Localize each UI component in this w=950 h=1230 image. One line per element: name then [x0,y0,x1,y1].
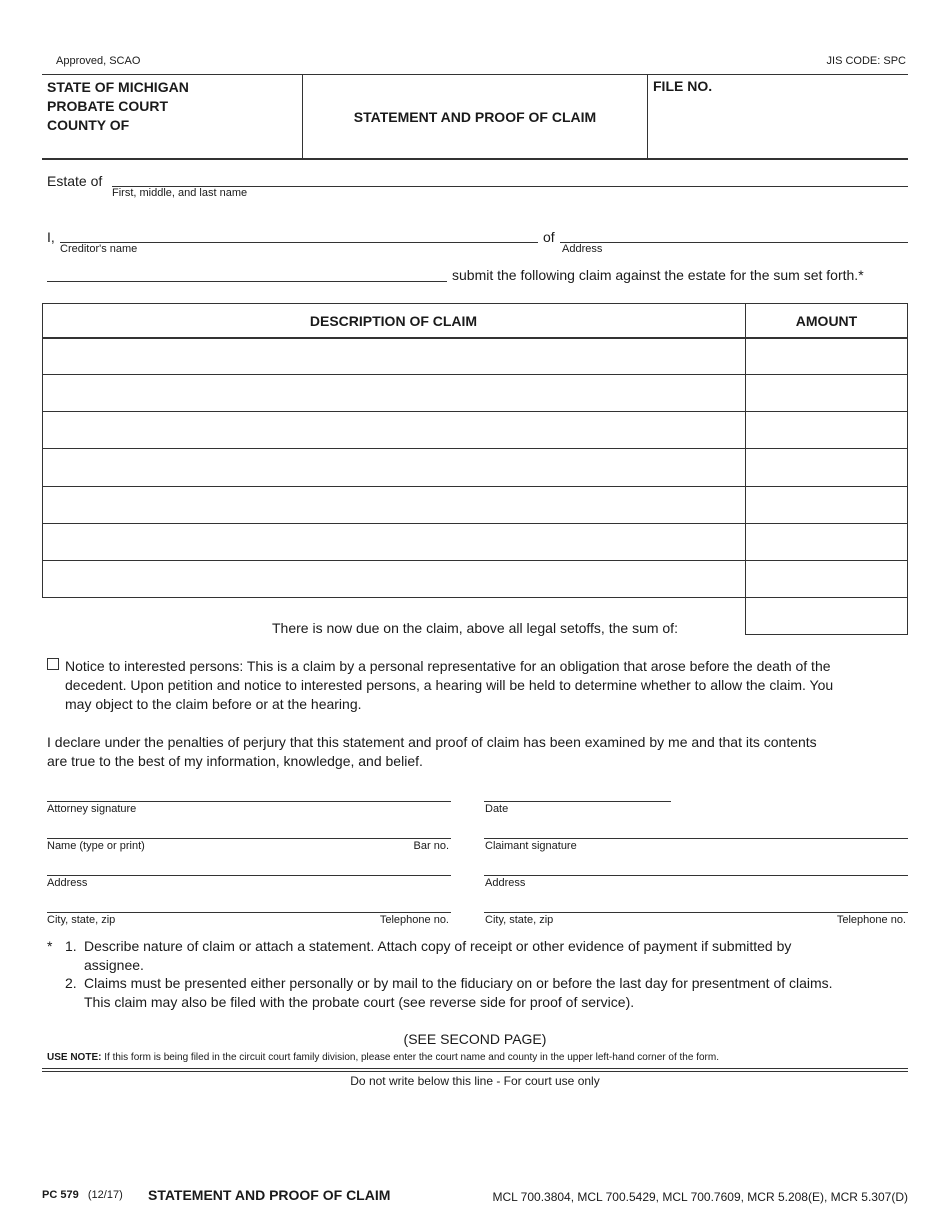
attorney-signature-label: Attorney signature [47,803,137,815]
attorney-signature-field[interactable] [47,801,451,802]
submit-text: submit the following claim against the estate for the sum set forth.* [452,267,864,283]
estate-sub-label: First, middle, and last name [112,187,248,199]
notice-line-3: may object to the claim before or at the hearing. [65,696,362,712]
footnote-2-num: 2. [65,975,77,991]
claim-amount-cell[interactable] [746,487,907,523]
claim-description-cell[interactable] [43,487,744,523]
use-note-text: If this form is being filed in the circuit court family division, please enter the court name and county in the upper left-hand corner of the form. [104,1052,719,1063]
notice-line-1: Notice to interested persons: This is a claim by a personal representative for an obligation that arose before the death of the [65,658,831,674]
description-header: DESCRIPTION OF CLAIM [309,313,478,329]
claimant-city-field[interactable] [484,912,908,913]
claim-amount-cell[interactable] [746,338,907,374]
court-block [47,78,189,135]
footer-citations: MCL 700.3804, MCL 700.5429, MCL 700.7609, MCR 5.208(E), MCR 5.307(D) [492,1190,908,1204]
claimant-signature-field[interactable] [484,838,908,839]
footnote-1-line-1: Describe nature of claim or attach a statement. Attach copy of receipt or other evidence of payment if submitted by [84,938,792,954]
form-revision: (12/17) [87,1189,123,1201]
claim-amount-cell[interactable] [746,412,907,448]
court-use-notice: Do not write below this line - For court use only [350,1074,600,1088]
court-use-rule-1 [42,1068,908,1069]
claimant-address-field[interactable] [484,875,908,876]
use-note [47,1052,719,1063]
claim-description-cell[interactable] [43,338,744,374]
attorney-address-label: Address [47,877,88,889]
use-note-label: USE NOTE: [47,1052,102,1063]
claim-description-cell[interactable] [43,375,744,411]
address-label: Address [562,243,603,255]
date-field[interactable] [484,801,671,802]
name-label: Name (type or print) [47,840,145,852]
claim-amount-cell[interactable] [746,524,907,560]
attorney-city-label: City, state, zip [47,914,116,926]
claim-amount-cell[interactable] [746,449,907,485]
footnote-1-num: 1. [65,938,77,954]
claimant-telephone-label: Telephone no. [836,914,906,926]
amount-header: AMOUNT [795,313,858,329]
see-second-page: (SEE SECOND PAGE) [403,1031,547,1047]
court-use-rule-2 [42,1071,908,1072]
notice-checkbox[interactable] [47,658,59,670]
claimant-address-label: Address [485,877,526,889]
court-name: PROBATE COURT [47,98,169,114]
name-field[interactable] [47,838,451,839]
creditor-address-field-2[interactable] [47,281,447,282]
attorney-telephone-label: Telephone no. [379,914,449,926]
header-bottom-rule [42,158,908,160]
court-county[interactable]: COUNTY OF [47,117,130,133]
sum-due-text: There is now due on the claim, above all legal setoffs, the sum of: [272,620,678,636]
declaration-line-2: are true to the best of my information, knowledge, and belief. [47,753,423,769]
claim-amount-cell[interactable] [746,561,907,597]
creditor-address-field[interactable] [560,242,908,243]
attorney-city-field[interactable] [47,912,451,913]
i-label: I, [47,229,55,245]
file-no-label[interactable]: FILE NO. [653,78,713,94]
notice-line-2: decedent. Upon petition and notice to interested persons, a hearing will be held to determine whether to allow the claim. You [65,677,834,693]
footnote-2-line-2: This claim may also be filed with the probate court (see reverse side for proof of service). [84,994,635,1010]
claimant-signature-label: Claimant signature [485,840,577,852]
date-label: Date [485,803,509,815]
court-state: STATE OF MICHIGAN [47,79,189,95]
claimant-city-label: City, state, zip [485,914,554,926]
form-title: STATEMENT AND PROOF OF CLAIM [353,109,597,125]
form-number [42,1189,123,1201]
claim-description-cell[interactable] [43,561,744,597]
total-amount-field[interactable] [745,597,908,635]
estate-label: Estate of [47,173,103,189]
creditor-name-label: Creditor's name [60,243,138,255]
header-top-rule [42,74,908,75]
footer-title: STATEMENT AND PROOF OF CLAIM [148,1187,391,1203]
approved-label: Approved, SCAO [56,55,141,67]
footnote-star: * [47,938,53,954]
claim-amount-cell[interactable] [746,375,907,411]
declaration-line-1: I declare under the penalties of perjury that this statement and proof of claim has been examined by me and that its contents [47,734,817,750]
claim-description-cell[interactable] [43,449,744,485]
of-label: of [543,229,555,245]
claim-description-cell[interactable] [43,412,744,448]
claim-description-cell[interactable] [43,524,744,560]
footnote-2-line-1: Claims must be presented either personally or by mail to the fiduciary on or before the last day for presentment of claims. [84,975,833,991]
header-divider-2 [647,74,648,159]
form-no: PC 579 [42,1189,79,1201]
attorney-address-field[interactable] [47,875,451,876]
bar-no-label: Bar no. [413,840,449,852]
jis-code: JIS CODE: SPC [826,55,906,67]
footnote-1-line-2: assignee. [84,957,144,973]
